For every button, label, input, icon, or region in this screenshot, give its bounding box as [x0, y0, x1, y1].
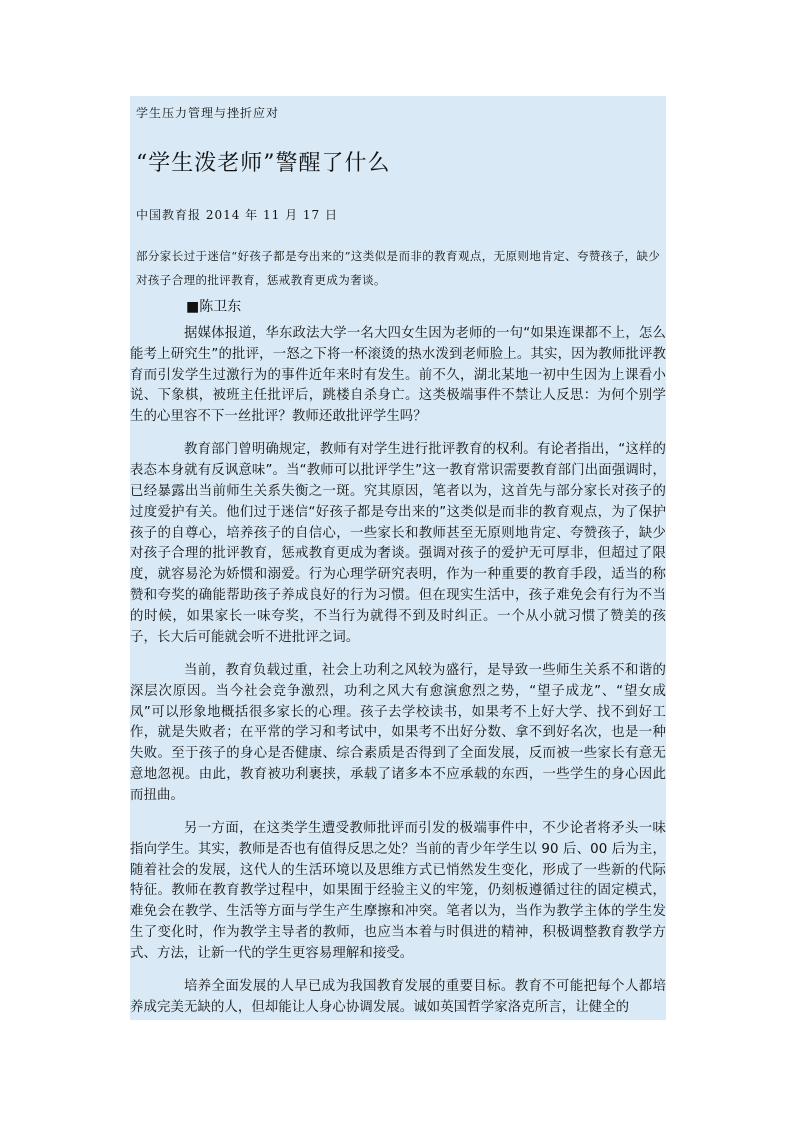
body-paragraph: 另一方面，在这类学生遭受教师批评而引发的极端事件中，不少论者将矛头一味指向学生。其实，教师是否也有值得反思之处？当前的青少年学生以 90 后、00 后为主，随着社会的发展，这代人的生活环境以及思维方式已悄然发生变化，形成了一些新的代际特征。教师在教育教学过程中，如果囿于经验主义的牢笼，仍刻板遵循过往的固定模式，难免会在教学、生活等方面与学生产生摩擦和冲突。笔者以为，当作为教学主体的学生发生了变化时，作为教学主导者的教师，也应当本着与时俱进的精神，积极调整教育教学方式、方法，让新一代的学生更容易理解和接受。	[130, 821, 666, 961]
body-paragraph: 当前，教育负载过重，社会上功利之风较为盛行，是导致一些师生关系不和谐的深层次原因。当今社会竞争激烈，功利之风大有愈演愈烈之势，“望子成龙”、“望女成凤”可以形象地概括很多家长的心理。孩子去学校读书，如果考不上好大学、找不到好工作，就是失败者；在平常的学习和考试中，如果考不出好分数、拿不到好名次，也是一种失败。至于孩子的身心是否健康、综合素质是否得到了全面发展，反而被一些家长有意无意地忽视。由此，教育被功利裹挟，承载了诸多本不应承载的东西，一些学生的身心因此而扭曲。	[130, 662, 666, 803]
body-paragraph: 培养全面发展的人早已成为我国教育发展的重要目标。教育不可能把每个人都培养成完美无缺的人，但却能让人身心协调发展。诚如英国哲学家洛克所言，让健全的	[130, 979, 666, 1015]
article-title: “学生泼老师”警醒了什么	[136, 151, 391, 176]
summary-paragraph: 部分家长过于迷信“好孩子都是夸出来的”这类似是而非的教育观点，无原则地肯定、夸赞孩子，缺少对孩子合理的批评教育，惩戒教育更成为奢谈。	[136, 249, 661, 287]
body-paragraph: 教育部门曾明确规定，教师有对学生进行批评教育的权利。有论者指出，“这样的表态本身就有反讽意味”。当“教师可以批评学生”这一教育常识需要教育部门出面强调时，已经暴露出当前师生关系失衡之一斑。究其原因，笔者以为，这首先与部分家长对孩子的过度爱护有关。他们过于迷信“好孩子都是夸出来的”这类似是而非的教育观点，为了保护孩子的自尊心，培养孩子的自信心，一些家长和教师甚至无原则地肯定、夸赞孩子，缺少对孩子合理的批评教育，惩戒教育更成为奢谈。强调对孩子的爱护无可厚非，但超过了限度，就容易沦为娇惯和溺爱。行为心理学研究表明，作为一种重要的教育手段，适当的称赞和夸奖的确能帮助孩子养成良好的行为习惯。但在现实生活中，孩子难免会有行为不当的时候，如果家长一味夸奖，不当行为就得不到及时纠正。一个从小就习惯了赞美的孩子，长大后可能就会听不进批评之词。	[130, 442, 666, 645]
source-line: 中国教育报 2014 年 11 月 17 日	[136, 208, 338, 222]
document-page	[130, 96, 666, 1020]
article-body	[130, 324, 666, 1031]
body-paragraph: 据媒体报道，华东政法大学一名大四女生因为老师的一句“如果连课都不上，怎么能考上研究生”的批评，一怒之下将一杯滚烫的热水泼到老师脸上。其实，因为教师批评教育而引发学生过激行为的事件近年来时有发生。前不久，湖北某地一初中生因为上课看小说、下象棋，被班主任批评后，跳楼自杀身亡。这类极端事件不禁让人反思：为何个别学生的心里容不下一丝批评？教师还敢批评学生吗？	[130, 326, 666, 425]
author-byline: ■陈卫东	[186, 299, 242, 315]
topic-heading: 学生压力管理与挫折应对	[136, 106, 280, 120]
